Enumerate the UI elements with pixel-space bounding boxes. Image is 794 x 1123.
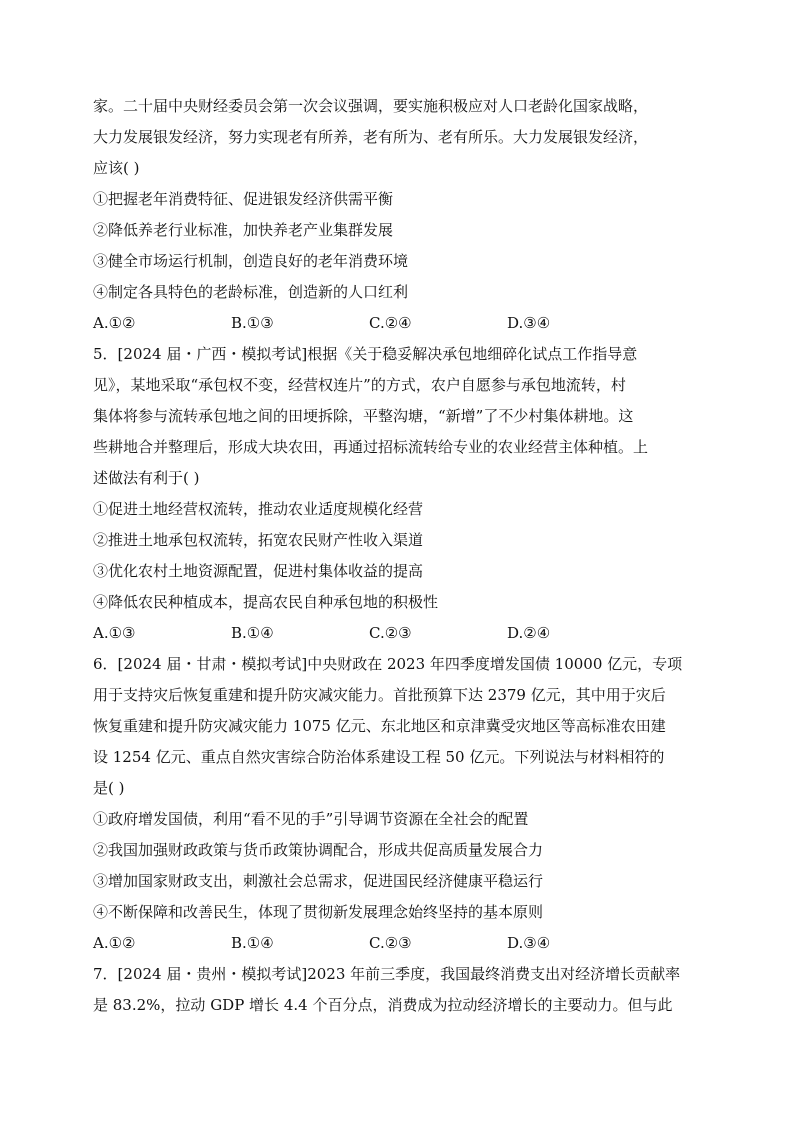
option-d: D.②④	[507, 624, 551, 642]
statement-item: ③优化农村土地资源配置，促进村集体收益的提高	[93, 562, 424, 580]
statement-item: ③健全市场运行机制，创造良好的老年消费环境	[93, 252, 409, 270]
stem-line: 7．[2024 届・贵州・模拟考试]2023 年前三季度，我国最终消费支出对经济增长贡献率	[93, 965, 681, 983]
option-a: A.①②	[93, 314, 136, 332]
stem-line: 是( )	[93, 779, 125, 797]
option-a: A.①②	[93, 934, 136, 952]
question-4-stem	[93, 91, 713, 184]
answer-options	[93, 618, 713, 649]
stem-line: 恢复重建和提升防灾减灾能力 1075 亿元、东北地区和京津冀受灾地区等高标准农田建	[93, 717, 666, 735]
question-4	[93, 91, 713, 339]
question-7	[93, 959, 713, 1021]
question-5-stem	[93, 339, 713, 494]
stem-line: 是 83.2%，拉动 GDP 增长 4.4 个百分点，消费成为拉动经济增长的主要动力。但与此	[93, 996, 673, 1014]
statement-item: ③增加国家财政支出，刺激社会总需求，促进国民经济健康平稳运行	[93, 872, 544, 890]
stem-line: 见》，某地采取“承包权不变，经营权连片”的方式，农户自愿参与承包地流转，村	[93, 376, 626, 394]
stem-line: 用于支持灾后恢复重建和提升防灾减灾能力。首批预算下达 2379 亿元，其中用于灾后	[93, 686, 666, 704]
option-b: B.①④	[231, 624, 274, 642]
statement-item: ②降低养老行业标准，加快养老产业集群发展	[93, 221, 394, 239]
question-5	[93, 339, 713, 649]
statement-item: ①把握老年消费特征、促进银发经济供需平衡	[93, 190, 394, 208]
answer-options	[93, 928, 713, 959]
stem-line: 5．[2024 届・广西・模拟考试]根据《关于稳妥解决承包地细碎化试点工作指导意	[93, 345, 638, 363]
statement-item: ④不断保障和改善民生，体现了贯彻新发展理念始终坚持的基本原则	[93, 903, 544, 921]
option-c: C.②④	[369, 314, 412, 332]
statement-item: ④降低农民种植成本，提高农民自种承包地的积极性	[93, 593, 439, 611]
statement-item: ①政府增发国债，利用“看不见的手”引导调节资源在全社会的配置	[93, 810, 529, 828]
option-b: B.①③	[231, 314, 274, 332]
stem-line: 述做法有利于( )	[93, 469, 200, 487]
statement-item: ①促进土地经营权流转，推动农业适度规模化经营	[93, 500, 424, 518]
stem-line: 些耕地合并整理后，形成大块农田，再通过招标流转给专业的农业经营主体种植。上	[93, 438, 649, 456]
stem-line: 设 1254 亿元、重点自然灾害综合防治体系建设工程 50 亿元。下列说法与材料相符的	[93, 748, 665, 766]
stem-line: 应该( )	[93, 159, 140, 177]
question-7-stem	[93, 959, 713, 1021]
stem-line: 家。二十届中央财经委员会第一次会议强调，要实施积极应对人口老龄化国家战略，	[93, 97, 649, 115]
question-6	[93, 649, 713, 959]
statement-item: ④制定各具特色的老龄标准，创造新的人口红利	[93, 283, 409, 301]
question-6-stem	[93, 649, 713, 804]
option-d: D.③④	[507, 314, 551, 332]
answer-options	[93, 308, 713, 339]
option-d: D.③④	[507, 934, 551, 952]
stem-line: 集体将参与流转承包地之间的田埂拆除，平整沟塘，“新增”了不少村集体耕地。这	[93, 407, 634, 425]
option-b: B.①④	[231, 934, 274, 952]
statement-item: ②推进土地承包权流转，拓宽农民财产性收入渠道	[93, 531, 424, 549]
page-content	[93, 91, 713, 1021]
option-c: C.②③	[369, 624, 412, 642]
stem-line: 6．[2024 届・甘肃・模拟考试]中央财政在 2023 年四季度增发国债 10000 亿元，专项	[93, 655, 683, 673]
option-c: C.②③	[369, 934, 412, 952]
statement-item: ②我国加强财政政策与货币政策协调配合，形成共促高质量发展合力	[93, 841, 544, 859]
option-a: A.①③	[93, 624, 136, 642]
stem-line: 大力发展银发经济，努力实现老有所养，老有所为、老有所乐。大力发展银发经济，	[93, 128, 649, 146]
